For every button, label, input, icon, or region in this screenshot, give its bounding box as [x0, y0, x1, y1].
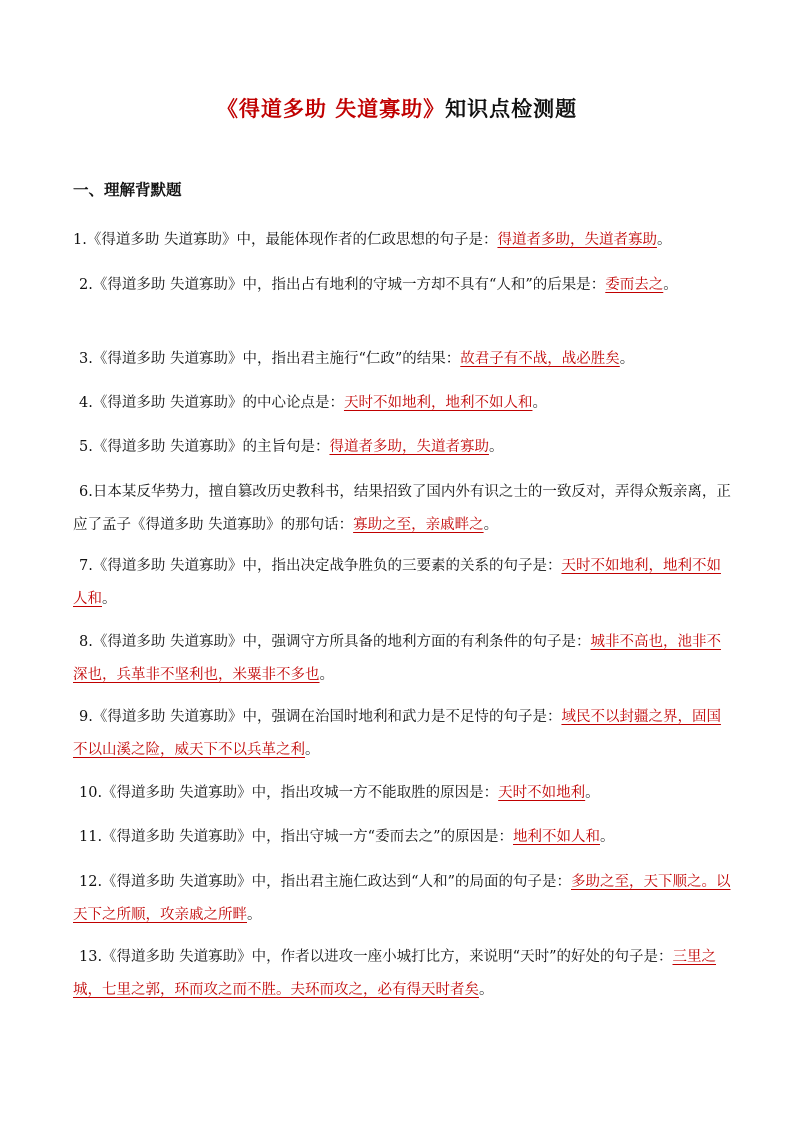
- answer-tail: 。: [483, 517, 499, 533]
- answer-text: 寡助之至，亲戚畔之: [353, 517, 484, 533]
- answer-text: 天时不如地利，地利不如人和: [343, 395, 533, 411]
- title-red-part: 《得道多助 失道寡助》: [216, 97, 446, 121]
- question-1: [73, 224, 731, 257]
- question-6: [73, 476, 731, 542]
- answer-tail: 。: [600, 829, 615, 845]
- title-black-part: 知识点检测题: [445, 97, 578, 121]
- question-3: [73, 343, 731, 376]
- answer-tail: 。: [479, 982, 494, 998]
- question-text: 6.日本某反华势力，擅自篡改历史教科书，结果招致了国内外有识之士的一致反对，弄得众叛亲离，正应了孟子《得道多助 失道寡助》的那句话：: [73, 484, 731, 533]
- question-text: 10.《得道多助 失道寡助》中，指出攻城一方不能取胜的原因是：: [79, 785, 499, 801]
- question-text: 13.《得道多助 失道寡助》中，作者以进攻一座小城打比方，来说明“天时”的好处的句子是：: [79, 949, 673, 965]
- question-5: [73, 431, 731, 464]
- question-7: [73, 550, 731, 616]
- page-title: [0, 93, 794, 123]
- question-text: 9.《得道多助 失道寡助》中，强调在治国时地利和武力是不足恃的句子是：: [79, 709, 562, 725]
- answer-text: 域民不以封疆之界，固国不以山溪之险，威天下不以兵革之利: [73, 709, 721, 758]
- question-text: 11.《得道多助 失道寡助》中，指出守城一方“委而去之”的原因是：: [79, 829, 513, 845]
- answer-tail: 。: [319, 667, 334, 683]
- question-text: 8.《得道多助 失道寡助》中，强调守方所具备的地利方面的有利条件的句子是：: [79, 634, 591, 650]
- section-heading: 一、理解背默题: [73, 181, 182, 199]
- answer-text: 天时不如地利: [498, 785, 586, 801]
- answer-text: 三里之城，七里之郭，环而攻之而不胜。夫环而攻之，必有得天时者矣: [73, 949, 716, 998]
- question-9: [73, 701, 731, 767]
- question-text: 3.《得道多助 失道寡助》中，指出君主施行“仁政”的结果：: [79, 351, 461, 367]
- question-text: 2.《得道多助 失道寡助》中，指出占有地利的守城一方却不具有“人和”的后果是：: [79, 277, 606, 293]
- answer-text: 地利不如人和: [513, 829, 600, 845]
- question-11: [73, 821, 731, 854]
- answer-tail: 。: [585, 785, 600, 801]
- question-4: [73, 387, 731, 420]
- answer-text: 委而去之: [605, 277, 664, 293]
- question-2: [73, 269, 731, 302]
- answer-tail: 。: [305, 742, 320, 758]
- answer-tail: 。: [656, 232, 672, 248]
- question-text: 4.《得道多助 失道寡助》的中心论点是：: [79, 395, 344, 411]
- answer-tail: 。: [247, 907, 262, 923]
- answer-text: 多助之至，天下顺之。以天下之所顺，攻亲戚之所畔: [73, 874, 731, 923]
- question-10: [73, 777, 731, 810]
- question-text: 7.《得道多助 失道寡助》中，指出决定战争胜负的三要素的关系的句子是：: [79, 558, 562, 574]
- answer-text: 得道者多助，失道者寡助: [329, 439, 489, 455]
- question-12: [73, 866, 731, 932]
- question-8: [73, 626, 731, 692]
- answer-text: 天时不如地利，地利不如人和: [73, 558, 721, 607]
- answer-tail: 。: [663, 277, 678, 293]
- question-13: [73, 941, 731, 1007]
- question-text: 5.《得道多助 失道寡助》的主旨句是：: [79, 439, 330, 455]
- question-text: 12.《得道多助 失道寡助》中，指出君主施仁政达到“人和”的局面的句子是：: [79, 874, 571, 890]
- answer-text: 得道者多助，失道者寡助: [497, 232, 657, 248]
- answer-tail: 。: [619, 351, 635, 367]
- answer-text: 故君子有不战，战必胜矣: [460, 351, 620, 367]
- answer-text: 城非不高也，池非不深也，兵革非不坚利也，米粟非不多也: [73, 634, 721, 683]
- answer-tail: 。: [102, 591, 117, 607]
- answer-tail: 。: [532, 395, 547, 411]
- question-text: 1.《得道多助 失道寡助》中，最能体现作者的仁政思想的句子是：: [73, 232, 498, 248]
- answer-tail: 。: [488, 439, 504, 455]
